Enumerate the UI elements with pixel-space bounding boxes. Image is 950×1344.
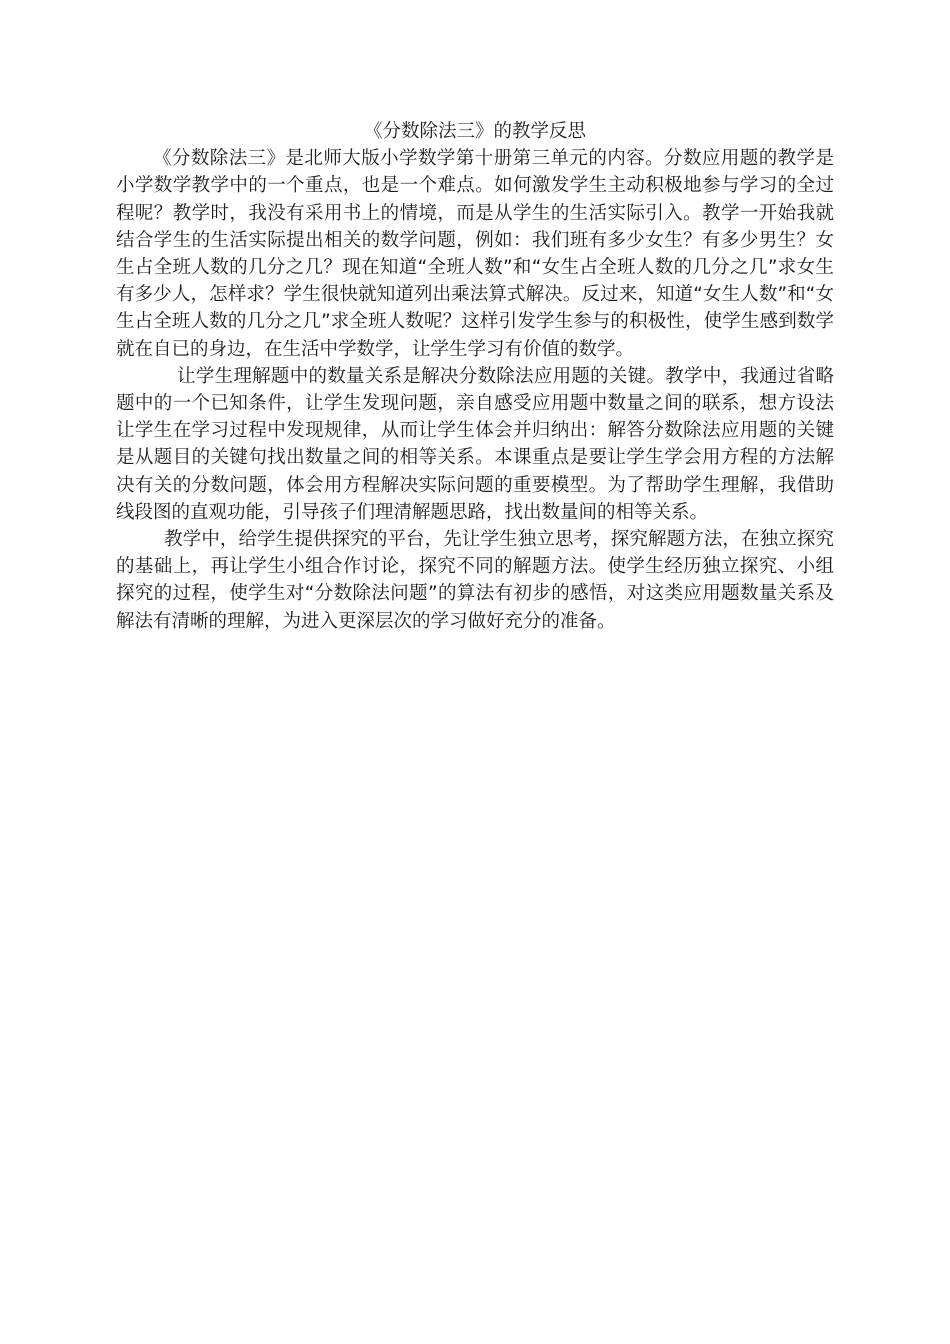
paragraph-exploration: 教学中，给学生提供探究的平台，先让学生独立思考，探究解题方法，在独立探究的基础上，再让学生小组合作讨论，探究不同的解题方法。使学生经历独立探究、小组探究的过程，使学生对“分数除法问题”的算法有初步的感悟，对这类应用题数量关系及解法有清晰的理解，为进入更深层次的学习做好充分的准备。 [116, 529, 834, 632]
paragraph-intro: 《分数除法三》是北师大版小学数学第十册第三单元的内容。分数应用题的教学是小学数学教学中的一个重点，也是一个难点。如何激发学生主动积极地参与学习的全过程呢？教学时，我没有采用书上的情境，而是从学生的生活实际引入。教学一开始我就结合学生的生活实际提出相关的数学问题，例如：我们班有多少女生？有多少男生？女生占全班人数的几分之几？现在知道“全班人数”和“女生占全班人数的几分之几”求女生有多少人，怎样求？学生很快就知道列出乘法算式解决。反过来，知道“女生人数”和“女生占全班人数的几分之几”求全班人数呢？这样引发学生参与的积极性，使学生感到数学就在自已的身边，在生活中学数学，让学生学习有价值的数学。 [116, 148, 834, 360]
paragraph-quantity-relation: 让学生理解题中的数量关系是解决分数除法应用题的关键。教学中，我通过省略题中的一个已知条件，让学生发现问题，亲自感受应用题中数量之间的联系，想方设法让学生在学习过程中发现规律，从而让学生体会并归纳出：解答分数除法应用题的关键是从题目的关键句找出数量之间的相等关系。本课重点是要让学生学会用方程的方法解决有关的分数问题，体会用方程解决实际问题的重要模型。为了帮助学生理解，我借助线段图的直观功能，引导孩子们理清解题思路，找出数量间的相等关系。 [116, 365, 834, 523]
document-title: 《分数除法三》的教学反思 [363, 121, 586, 142]
document-page [116, 118, 834, 635]
